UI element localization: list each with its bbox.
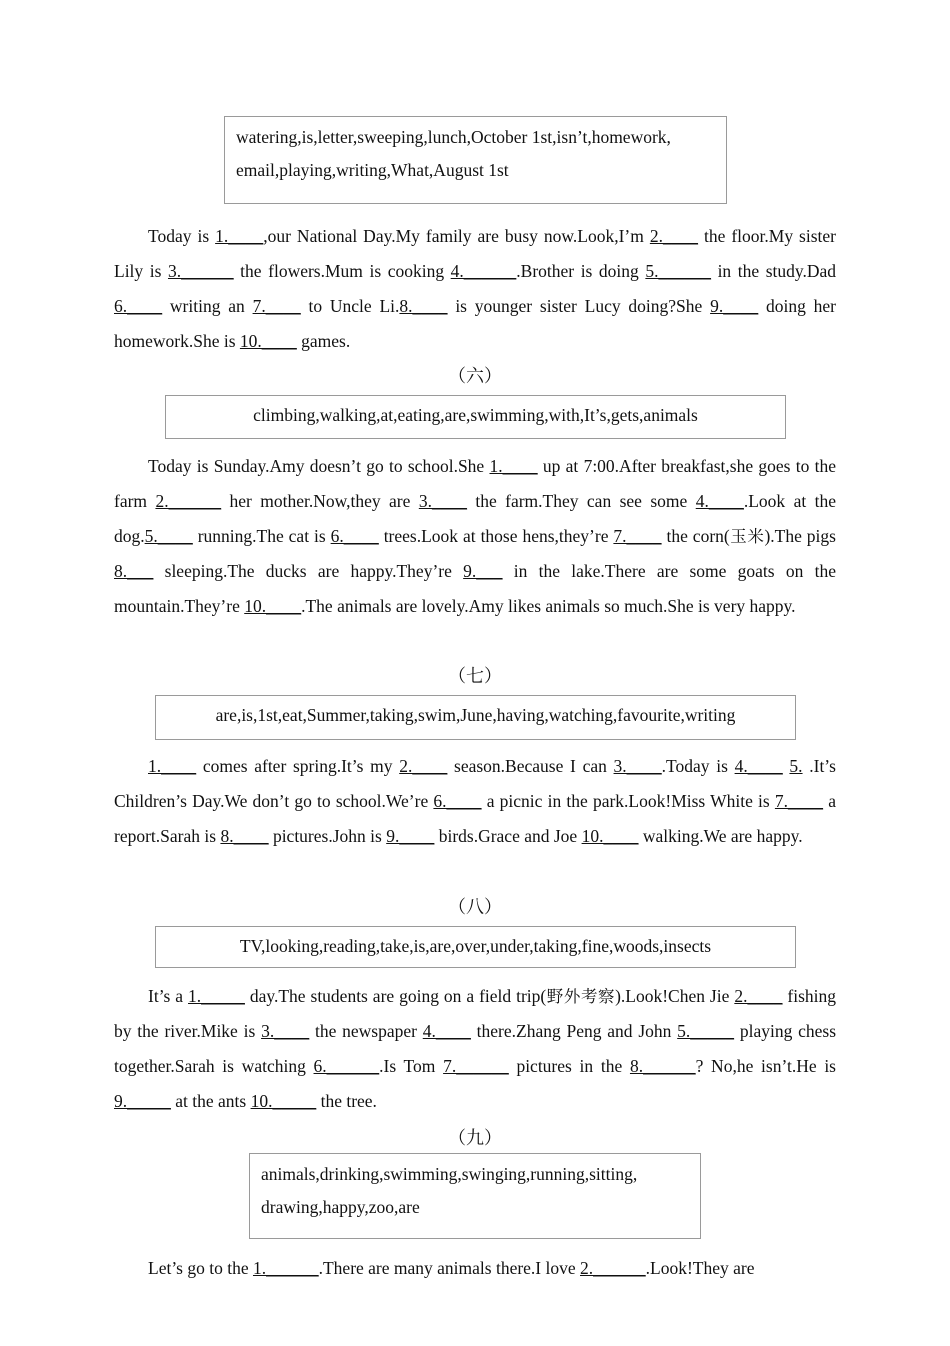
chinese-gloss: 野外考察 [546, 987, 616, 1006]
passage-3 [114, 749, 836, 854]
passage-text: comes after spring.It’s my [196, 756, 400, 776]
answer-blank: 1.____ [489, 456, 538, 476]
passage-text: to Uncle Li. [300, 296, 400, 316]
word-bank-5 [249, 1153, 701, 1239]
passage-text: .Is Tom [379, 1056, 444, 1076]
passage-text: ? No,he isn’t.He is [695, 1056, 836, 1076]
passage-text: It’s a [148, 986, 189, 1006]
section-heading-6: （六） [448, 366, 502, 387]
passage-text: ).The pigs [764, 526, 836, 546]
answer-blank: 1._____ [188, 986, 245, 1006]
word-bank-1 [224, 116, 727, 204]
passage-text: .Look at the dog. [114, 491, 836, 546]
passage-text: Today is Sunday.Amy doesn’t go to school.She [148, 456, 490, 476]
word-bank-2 [165, 395, 786, 439]
passage-text: pictures.John is [268, 826, 387, 846]
passage-text: season.Because I can [447, 756, 614, 776]
answer-blank: 9.____ [710, 296, 759, 316]
passage-text: ).Look!Chen Jie [615, 986, 735, 1006]
passage-text: .Look!They are [645, 1258, 755, 1278]
passage-text: in the study.Dad [711, 261, 837, 281]
passage-text: .Today is [661, 756, 735, 776]
passage-text: fishing by the river.Mike is [114, 986, 837, 1041]
answer-blank: 2.____ [649, 226, 698, 246]
passage-text: the tree. [316, 1091, 377, 1111]
word-bank-line: drawing,happy,zoo,are [261, 1197, 420, 1217]
answer-blank: 2.____ [734, 986, 783, 1006]
answer-blank: 10.____ [239, 331, 297, 351]
passage-4 [114, 979, 836, 1119]
answer-blank: 7.____ [774, 791, 824, 811]
answer-blank: 8.___ [114, 561, 154, 581]
word-bank-line: climbing,walking,at,eating,are,swimming,with,It’s,gets,animals [253, 405, 698, 425]
answer-blank: 4.____ [695, 491, 744, 511]
passage-text: there.Zhang Peng and John [470, 1021, 678, 1041]
section-heading-8: （八） [448, 897, 502, 918]
passage-text: sleeping.The ducks are happy.They’re [153, 561, 464, 581]
section-heading-9: （九） [448, 1128, 502, 1149]
passage-text: running.The cat is [192, 526, 331, 546]
passage-text: birds.Grace and Joe [434, 826, 582, 846]
answer-blank: 2.____ [399, 756, 448, 776]
passage-text: her mother.Now,they are [221, 491, 419, 511]
passage-text: a picnic in the park.Look!Miss White is [481, 791, 775, 811]
passage-text: the floor.My sister Lily is [114, 226, 836, 281]
passage-text: in the lake.There are some goats on the mountain.They’re [114, 561, 837, 616]
answer-blank: 1.____ [148, 756, 197, 776]
answer-blank: 4.______ [450, 261, 517, 281]
word-bank-3 [155, 695, 796, 740]
answer-blank: 1.______ [252, 1258, 319, 1278]
answer-blank: 8.____ [220, 826, 269, 846]
answer-blank: 6.____ [330, 526, 379, 546]
answer-blank: 9.____ [386, 826, 435, 846]
answer-blank: 2.______ [580, 1258, 646, 1278]
passage-text: is younger sister Lucy doing?She [447, 296, 711, 316]
passage-text: Today is [148, 226, 216, 246]
passage-text: the farm.They can see some [466, 491, 696, 511]
passage-text: the corn( [661, 526, 730, 546]
answer-blank: 10.____ [581, 826, 639, 846]
passage-text: up at 7:00.After breakfast,she goes to the farm [114, 456, 836, 511]
answer-blank: 10.____ [244, 596, 302, 616]
answer-blank: 8.____ [399, 296, 448, 316]
passage-text: .Brother is doing [516, 261, 646, 281]
chinese-gloss: 玉米 [729, 527, 765, 546]
word-bank-line: email,playing,writing,What,August 1st [236, 160, 509, 180]
passage-text: games. [296, 331, 351, 351]
section-heading-7: （七） [448, 666, 502, 687]
answer-blank: 2.______ [155, 491, 222, 511]
passage-text: the newspaper [309, 1021, 423, 1041]
passage-text: the flowers.Mum is cooking [233, 261, 451, 281]
answer-blank: 5._____ [677, 1021, 735, 1041]
passage-text: at the ants [170, 1091, 251, 1111]
answer-blank: 9._____ [114, 1091, 171, 1111]
answer-blank: 6.____ [114, 296, 163, 316]
answer-blank: 3.______ [167, 261, 234, 281]
answer-blank: 5.______ [645, 261, 711, 281]
passage-text: playing chess together.Sarah is watching [114, 1021, 837, 1076]
answer-blank: 5. [789, 756, 803, 776]
word-bank-line: watering,is,letter,sweeping,lunch,October 1st,isn’t,homework, [236, 127, 671, 147]
passage-text: trees.Look at those hens,they’re [378, 526, 614, 546]
passage-text: .There are many animals there.I love [318, 1258, 581, 1278]
passage-text: .The animals are lovely.Amy likes animals so much.She is very happy. [301, 596, 796, 616]
passage-text: walking.We are happy. [638, 826, 803, 846]
word-bank-4 [155, 926, 796, 968]
passage-5 [114, 1251, 836, 1286]
answer-blank: 10._____ [250, 1091, 317, 1111]
word-bank-line: are,is,1st,eat,Summer,taking,swim,June,having,watching,favourite,writing [215, 705, 736, 725]
passage-text: ,our National Day.My family are busy now.Look,I’m [263, 226, 650, 246]
answer-blank: 8.______ [629, 1056, 696, 1076]
passage-text: Let’s go to the [148, 1258, 253, 1278]
answer-blank: 7.______ [443, 1056, 509, 1076]
answer-blank: 4.____ [734, 756, 783, 776]
passage-text: doing her homework.She is [114, 296, 836, 351]
passage-text: .It’s Children’s Day.We don’t go to school.We’re [114, 756, 836, 811]
answer-blank: 7.____ [613, 526, 662, 546]
answer-blank: 3.____ [613, 756, 662, 776]
answer-blank: 3.____ [418, 491, 467, 511]
answer-blank: 7.____ [252, 296, 301, 316]
answer-blank: 3.____ [261, 1021, 310, 1041]
passage-text: writing an [162, 296, 253, 316]
passage-text: a report.Sarah is [114, 791, 836, 846]
answer-blank: 1.____ [215, 226, 264, 246]
passage-text: day.The students are going on a field trip( [244, 986, 547, 1006]
answer-blank: 5.____ [144, 526, 193, 546]
answer-blank: 6.____ [433, 791, 482, 811]
passage-1 [114, 219, 836, 359]
answer-blank: 9.___ [463, 561, 503, 581]
word-bank-line: TV,looking,reading,take,is,are,over,under,taking,fine,woods,insects [239, 936, 712, 956]
answer-blank: 4.____ [422, 1021, 471, 1041]
answer-blank: 6.______ [313, 1056, 380, 1076]
passage-2 [114, 449, 836, 624]
passage-text: pictures in the [508, 1056, 630, 1076]
word-bank-line: animals,drinking,swimming,swinging,running,sitting, [261, 1164, 638, 1184]
